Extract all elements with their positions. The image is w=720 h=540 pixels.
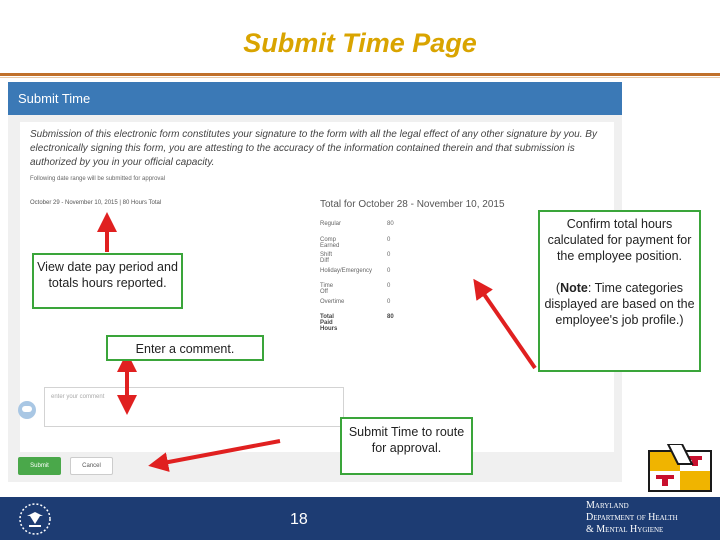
callout-comment-text: Enter a comment. <box>135 342 235 356</box>
page-number: 18 <box>290 511 308 528</box>
comment-input[interactable]: enter your comment <box>44 387 344 427</box>
category-name: Comp Earned <box>320 236 340 249</box>
arrow-to-totals <box>479 287 535 368</box>
category-value: 0 <box>387 236 391 243</box>
org-name <box>586 500 716 536</box>
category-value: 0 <box>387 267 391 274</box>
category-name: Overtime <box>320 298 345 305</box>
org-line: Department of Health <box>586 512 678 523</box>
callout-submit-text: Submit Time to route for approval. <box>348 425 465 455</box>
category-value: 80 <box>387 221 394 227</box>
callout-confirm-text: Confirm total hours calculated for payment for the employee position. <box>547 217 692 263</box>
footer-bar <box>0 497 720 540</box>
app-header-title: Submit Time <box>18 91 91 106</box>
category-name: Shift Diff <box>320 252 333 264</box>
totals-title: Total for October 28 - November 10, 2015 <box>320 199 505 210</box>
callout-date-text: View date pay period and totals hours reported. <box>37 260 178 290</box>
callout-comment <box>106 335 264 361</box>
callout-note <box>544 280 695 328</box>
org-line: & Mental Hygiene <box>586 524 664 535</box>
cancel-button[interactable]: Cancel <box>70 457 113 475</box>
callout-confirm-hours <box>538 210 701 372</box>
category-name: Total Paid Hours <box>320 314 338 332</box>
category-value: 80 <box>387 314 394 320</box>
submit-button[interactable]: Submit <box>18 457 61 475</box>
category-value: 0 <box>387 283 391 289</box>
category-name: Holiday/Emergency <box>320 267 373 274</box>
org-line: Maryland <box>586 500 629 511</box>
date-range-note: Following date range will be submitted for approval <box>30 176 166 182</box>
category-name: Time Off <box>320 283 334 295</box>
legal-statement: Submission of this electronic form constitutes your signature to the form with all the legal effect of any other signature by you. By electronically signing this form, you are attesting to the accuracy of the information contained therein and that submission is authorized by you in your official capacity. <box>30 129 597 168</box>
category-name: Regular <box>320 221 342 227</box>
category-value: 0 <box>387 252 391 258</box>
note-label: Note <box>560 281 588 295</box>
date-range-value: October 29 - November 10, 2015 | 80 Hours Total <box>30 200 162 206</box>
seal-icon <box>18 502 52 536</box>
note-text: : Time categories displayed are based on the employee's job profile.) <box>544 281 695 327</box>
note-paren: ( <box>555 281 561 295</box>
callout-date-period <box>32 253 183 309</box>
maryland-logo-icon <box>648 444 712 492</box>
slide-title: Submit Time Page <box>243 28 477 58</box>
arrow-to-submit <box>158 441 280 464</box>
category-value: 0 <box>387 298 391 305</box>
callout-submit <box>340 417 473 475</box>
